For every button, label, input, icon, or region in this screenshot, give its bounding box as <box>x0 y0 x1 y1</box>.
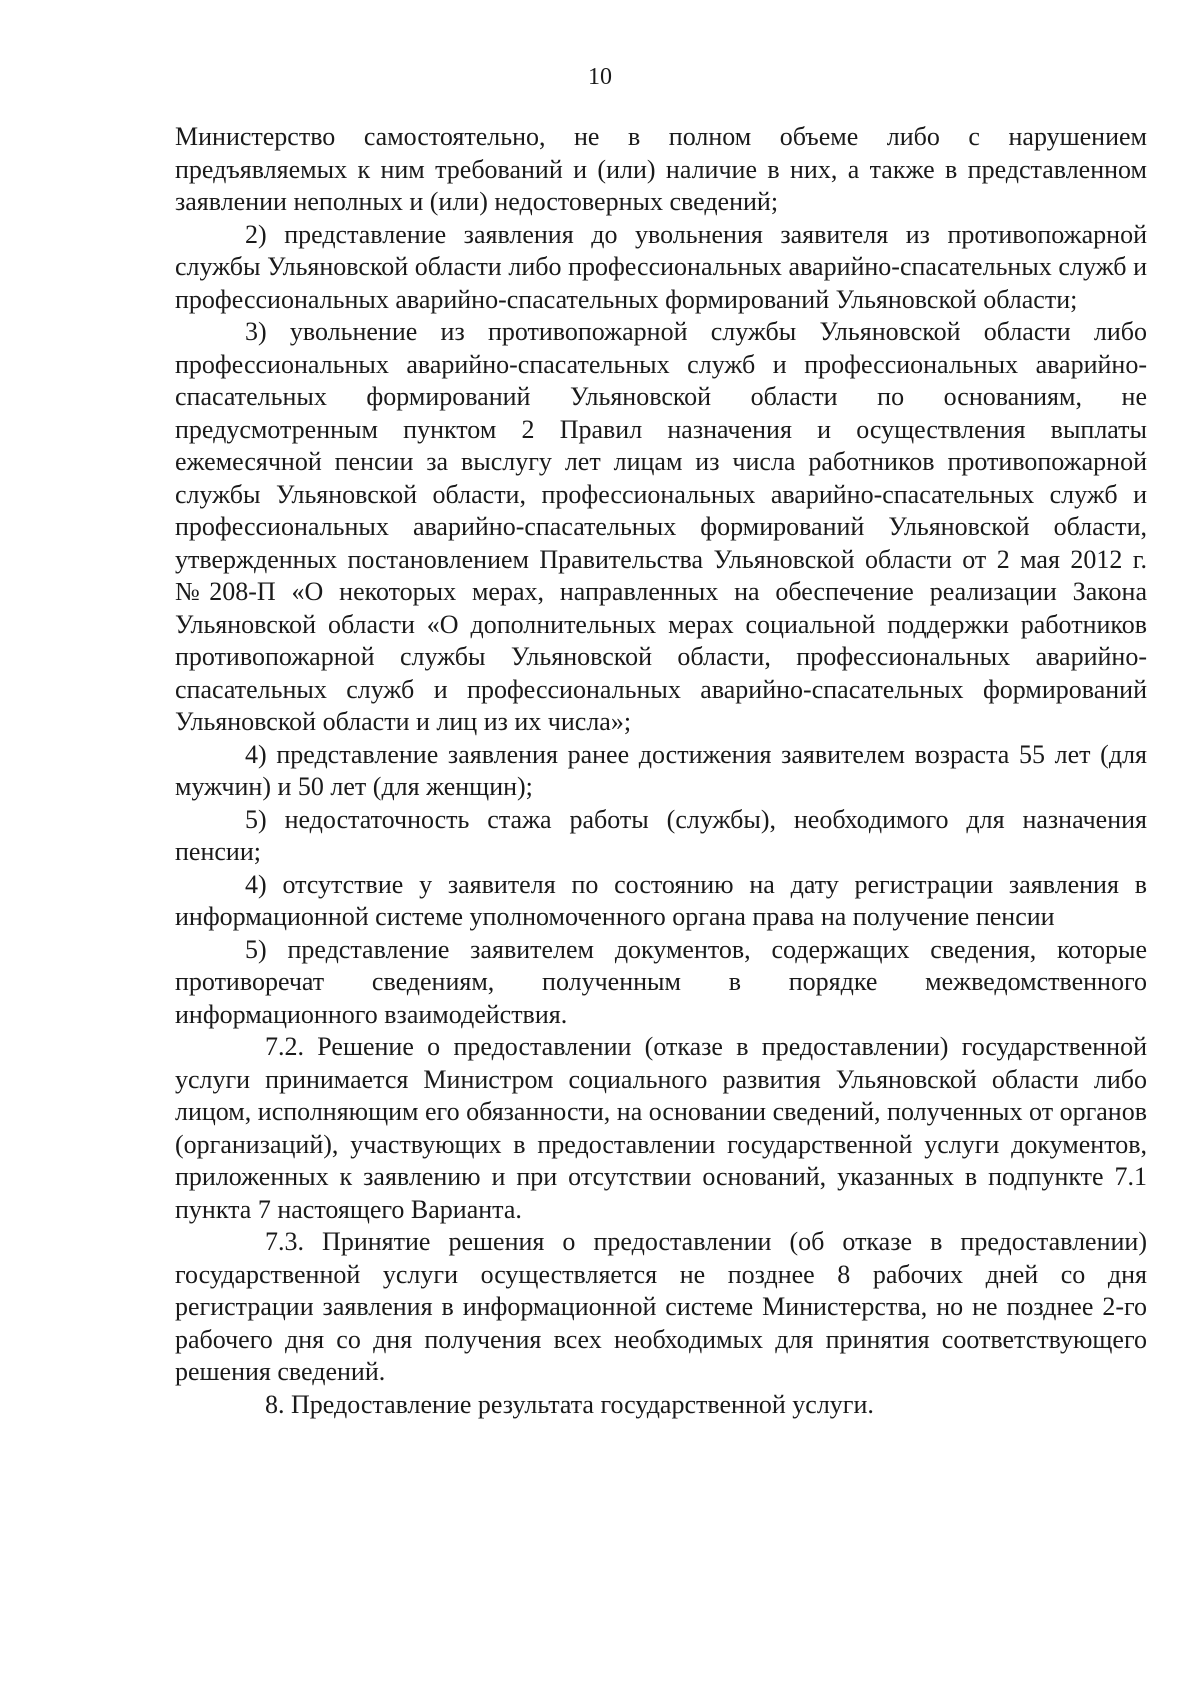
paragraph-item-5-service: 5) недостаточность стажа работы (службы), необходимого для назначения пенсии; <box>175 804 1147 866</box>
paragraph-section-8: 8. Предоставление результата государственной услуги. <box>265 1389 874 1419</box>
paragraph-section-7-3: 7.3. Принятие решения о предоставлении (об отказе в предоставлении) государственной услуги осуществляется не позднее 8 рабочих дней со дня регистрации заявления в информационной системе Министерства, но не позднее 2-го рабочего дня со дня получения всех необходимых для принятия соответствующего решения сведений. <box>175 1227 1147 1386</box>
paragraph-section-7-2: 7.2. Решение о предоставлении (отказе в предоставлении) государственной услуги принимается Министром социального развития Ульяновской области либо лицом, исполняющим его обязанности, на основании сведений, полученных от органов (организаций), участвующих в предоставлении государственной услуги документов, приложенных к заявлению и при отсутствии оснований, указанных в подпункте 7.1 пункта 7 настоящего Варианта. <box>175 1032 1147 1224</box>
paragraph-continuation: Министерство самостоятельно, не в полном объеме либо с нарушением предъявляемых к ним требований и (или) наличие в них, а также в представленном заявлении неполных и (или) недостоверных сведений; <box>175 122 1147 216</box>
page-number: 10 <box>588 64 612 90</box>
paragraph-item-4-age: 4) представление заявления ранее достижения заявителем возраста 55 лет (для мужчин) и 50 лет (для женщин); <box>175 739 1147 801</box>
document-body <box>175 121 1147 1421</box>
paragraph-item-5-contradiction: 5) представление заявителем документов, содержащих сведения, которые противоречат сведениям, полученным в порядке межведомственного информационного взаимодействия. <box>175 934 1147 1029</box>
paragraph-item-3: 3) увольнение из противопожарной службы Ульяновской области либо профессиональных аварийно-спасательных служб и профессиональных аварийно-спасательных формирований Ульяновской области по основаниям, не предусмотренным пунктом 2 Правил назначения и осуществления выплаты ежемесячной пенсии за выслугу лет лицам из числа работников противопожарной службы Ульяновской области, профессиональных аварийно-спасательных служб и профессиональных аварийно-спасательных формирований Ульяновской области, утвержденных постановлением Правительства Ульяновской области от 2 мая 2012 г. №208-П «О некоторых мерах, направленных на обеспечение реализации Закона Ульяновской области «О дополнительных мерах социальной поддержки работников противопожарной службы Ульяновской области, профессиональных аварийно-спасательных служб и профессиональных аварийно-спасательных формирований Ульяновской области и лиц из их числа»; <box>175 317 1147 736</box>
paragraph-item-2: 2) представление заявления до увольнения заявителя из противопожарной службы Ульяновской области либо профессиональных аварийно-спасательных служб и профессиональных аварийно-спасательных формирований Ульяновской области; <box>175 219 1147 314</box>
paragraph-item-4-absence: 4) отсутствие у заявителя по состоянию на дату регистрации заявления в информационной системе уполномоченного органа права на получение пенсии <box>175 869 1147 931</box>
